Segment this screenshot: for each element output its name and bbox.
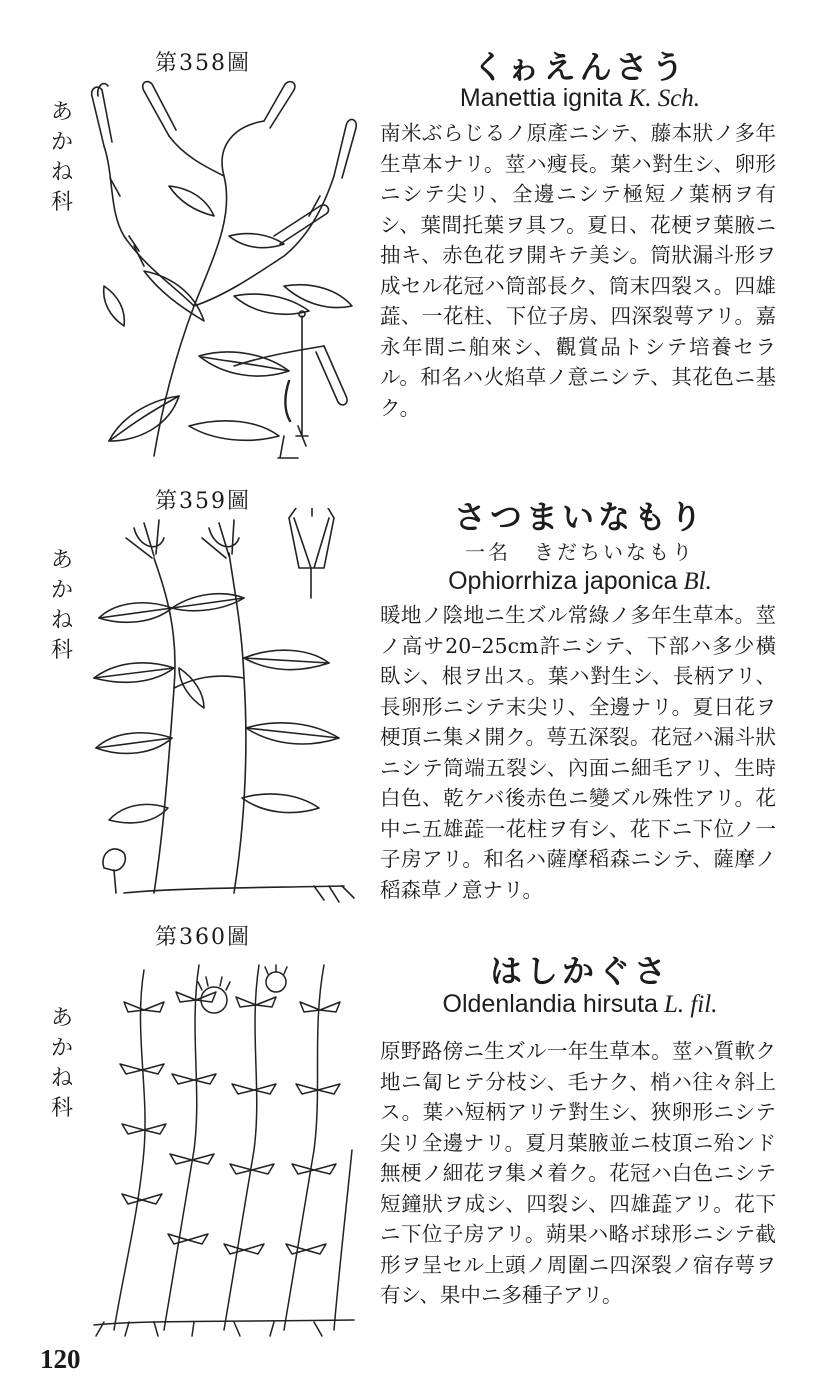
description: 暖地ノ陰地ニ生ズル常綠ノ多年生草本。莖ノ高サ20–25cm許ニシテ、下部ハ多少橫臥シ、根ヲ出ス。葉ハ對生シ、長柄アリ、長卵形ニシテ末尖リ、全邊ナリ。夏日花ヲ梗頂ニ集メ開ク。萼五深裂。花冠ハ漏斗狀ニシテ筒端五裂シ、內面ニ細毛アリ、生時白色、乾ケバ後赤色ニ變ズル殊性アリ。花中ニ五雄蕋一花柱ヲ有シ、花下ニ下位ノ一子房アリ。和名ハ薩摩稻森ニシテ、薩摩ノ稻森草ノ意ナリ。 xyxy=(380,603,776,902)
author-abbrev: K. Sch. xyxy=(628,85,701,112)
japanese-name: さつまいなもり xyxy=(453,498,706,536)
species-name: Manettia ignita xyxy=(459,84,623,112)
family-label: あかね科 xyxy=(50,100,73,215)
plant-illustration-manettia xyxy=(84,66,364,466)
description: 原野路傍ニ生ズル一年生草本。莖ハ質軟ク地ニ匐ヒテ分枝シ、毛ナク、梢ハ往々斜上ス。葉ハ短柄アリテ對生シ、狹卵形ニシテ尖リ全邊ナリ。夏月葉腋並ニ枝頂ニ殆ンド無梗ノ細花ヲ集メ着ク。花冠ハ白色ニシテ短鐘狀ヲ成シ、四裂シ、四雄蕋アリ。花下ニ下位子房アリ。蒴果ハ略ボ球形ニシテ截形ヲ呈セル上頭ノ周圍ニ四深裂ノ宿存萼ヲ有シ、果中ニ多種子アリ。 xyxy=(380,1039,776,1307)
author-abbrev: L. fil. xyxy=(663,991,718,1018)
plant-illustration-ophiorrhiza xyxy=(84,508,364,908)
family-label: あかね科 xyxy=(50,548,73,663)
japanese-name: くゎえんさう xyxy=(472,48,688,86)
plant-illustration-oldenlandia xyxy=(84,950,364,1338)
figure-label: 第358圖 xyxy=(155,51,251,76)
page-number: 120 xyxy=(40,1344,81,1374)
species-name: Ophiorrhiza japonica xyxy=(448,567,678,595)
species-name: Oldenlandia hirsuta xyxy=(442,990,658,1018)
alternate-name: 一名 きだちいなもり xyxy=(465,540,695,564)
scientific-name xyxy=(380,990,780,1019)
figure-label: 第359圖 xyxy=(155,489,251,514)
description: 南米ぶらじるノ原產ニシテ、藤本狀ノ多年生草本ナリ。莖ハ瘦長。葉ハ對生シ、卵形ニシテ尖リ、全邊ニシテ極短ノ葉柄ヲ有シ、葉間托葉ヲ具フ。夏日、花梗ヲ葉腋ニ抽キ、赤色花ヲ開キテ美シ。筒狀漏斗形ヲ成セル花冠ハ筒部長ク、筒末四裂ス。四雄蕋、一花柱、下位子房、四深裂萼アリ。嘉永年間ニ舶來シ、觀賞品トシテ培養セラル。和名ハ火焰草ノ意ニシテ、其花色ニ基ク。 xyxy=(380,121,776,420)
scientific-name xyxy=(380,567,780,596)
japanese-name: はしかぐさ xyxy=(489,952,670,990)
family-label: あかね科 xyxy=(50,1006,73,1121)
figure-label: 第360圖 xyxy=(155,925,251,950)
scientific-name xyxy=(380,84,780,113)
author-abbrev: Bl. xyxy=(683,568,712,595)
